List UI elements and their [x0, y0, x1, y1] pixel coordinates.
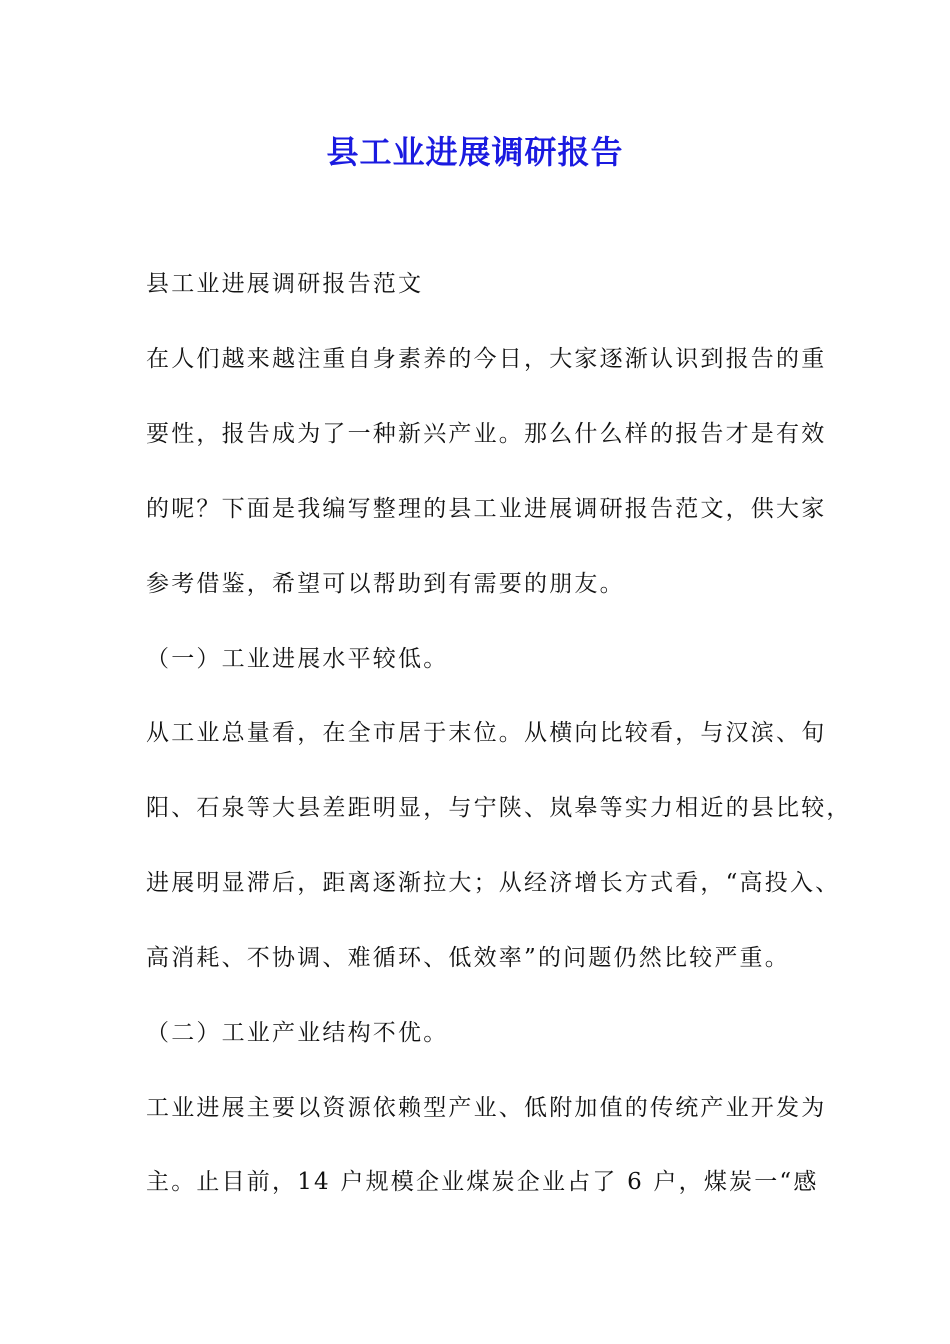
subtitle-line: 县工业进展调研报告范文 [146, 271, 424, 297]
document-title: 县工业进展调研报告 [326, 133, 624, 171]
paragraph-line: 参考借鉴，希望可以帮助到有需要的朋友。 [146, 571, 625, 597]
paragraph-line: 工业进展主要以资源依赖型产业、低附加值的传统产业开发为 [146, 1095, 827, 1121]
paragraph-line: 从工业总量看，在全市居于末位。从横向比较看，与汉滨、旬 [146, 720, 827, 746]
paragraph-line: 阳、石泉等大县差距明显，与宁陕、岚皋等实力相近的县比较， [146, 795, 852, 821]
paragraph-line: 要性，报告成为了一种新兴产业。那么什么样的报告才是有效 [146, 421, 827, 447]
section-heading-2: （二）工业产业结构不优。 [146, 1020, 449, 1046]
paragraph-line: 主。止目前，14 户规模企业煤炭企业占了 6 户，煤炭一“感 [146, 1169, 819, 1195]
paragraph-line: 在人们越来越注重自身素养的今日，大家逐渐认识到报告的重 [146, 346, 827, 372]
paragraph-line: 的呢？下面是我编写整理的县工业进展调研报告范文，供大家 [146, 496, 827, 522]
paragraph-line: 高消耗、不协调、难循环、低效率”的问题仍然比较严重。 [146, 945, 790, 971]
paragraph-line: 进展明显滞后，距离逐渐拉大；从经济增长方式看，“高投入、 [146, 870, 841, 896]
section-heading-1: （一）工业进展水平较低。 [146, 646, 449, 672]
